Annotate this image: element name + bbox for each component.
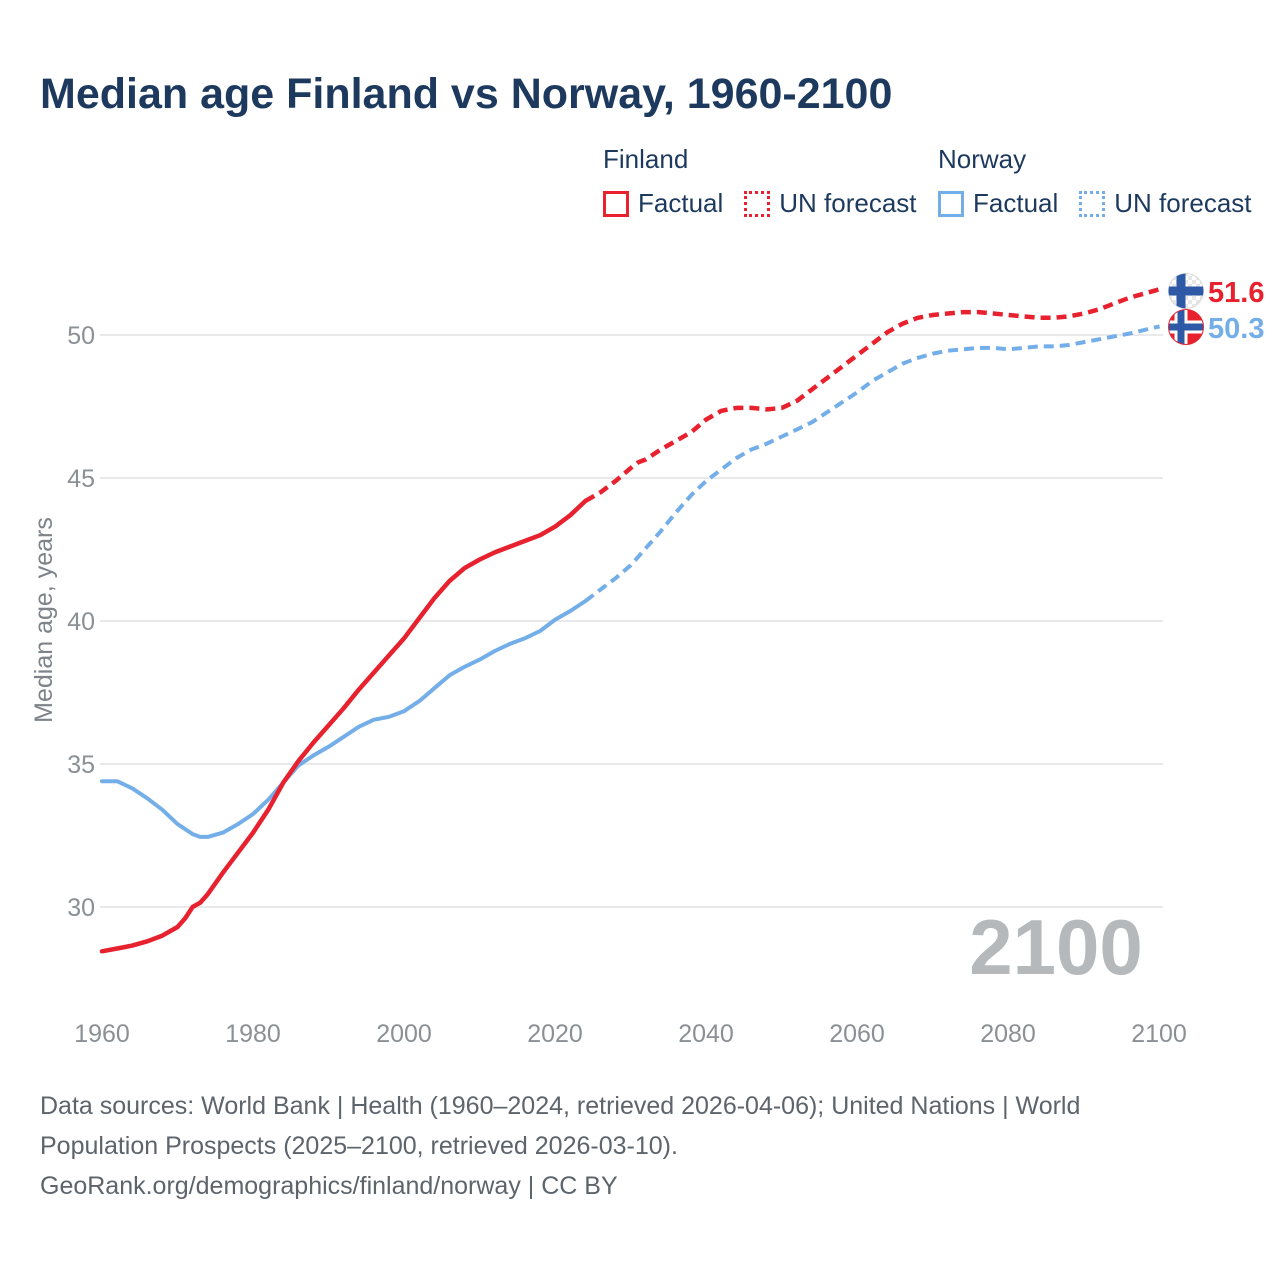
finland-flag-icon: [1168, 273, 1204, 309]
finland-end-value-label: 51.6: [1208, 277, 1265, 309]
y-tick-label: 35: [67, 751, 95, 779]
y-tick-label: 40: [67, 608, 95, 636]
footer-line-2: Population Prospects (2025–2100, retrieved 2026-03-10).: [40, 1132, 678, 1160]
footer-attribution: [40, 1086, 1180, 1206]
norway-forecast-label: UN forecast: [1114, 188, 1252, 218]
legend-header-finland: Finland: [603, 144, 689, 174]
norway-factual-line: [102, 601, 586, 837]
finland-factual-label: Factual: [638, 188, 724, 218]
finland-factual-line: [102, 501, 586, 951]
x-tick-label: 2000: [376, 1020, 432, 1048]
y-axis-title: Median age, years: [30, 517, 58, 723]
norway-flag-icon: [1168, 309, 1204, 345]
page-title: Median age Finland vs Norway, 1960-2100: [40, 70, 893, 118]
footer-line-1: Data sources: World Bank | Health (1960–2024, retrieved 2026-04-06); United Nations | World: [40, 1092, 1081, 1120]
norway-forecast-line: [586, 326, 1160, 601]
x-tick-label: 2040: [678, 1020, 734, 1048]
x-tick-label: 2080: [980, 1020, 1036, 1048]
footer-line-3: GeoRank.org/demographics/finland/norway | CC BY: [40, 1172, 618, 1200]
norway-end-value-label: 50.3: [1208, 313, 1265, 345]
x-tick-label: 2020: [527, 1020, 583, 1048]
norway-factual-label: Factual: [973, 188, 1059, 218]
x-tick-label: 2060: [829, 1020, 885, 1048]
y-tick-label: 50: [67, 322, 95, 350]
y-tick-label: 30: [67, 894, 95, 922]
watermark-year: 2100: [969, 903, 1143, 991]
y-tick-label: 45: [67, 465, 95, 493]
x-tick-label: 1980: [225, 1020, 281, 1048]
finland-forecast-line: [586, 289, 1160, 501]
x-tick-label: 1960: [74, 1020, 130, 1048]
finland-forecast-label: UN forecast: [779, 188, 917, 218]
legend-header-norway: Norway: [938, 144, 1027, 174]
x-axis-tick-labels: [74, 1020, 1187, 1048]
x-tick-label: 2100: [1131, 1020, 1187, 1048]
y-axis-tick-labels: [67, 322, 95, 922]
